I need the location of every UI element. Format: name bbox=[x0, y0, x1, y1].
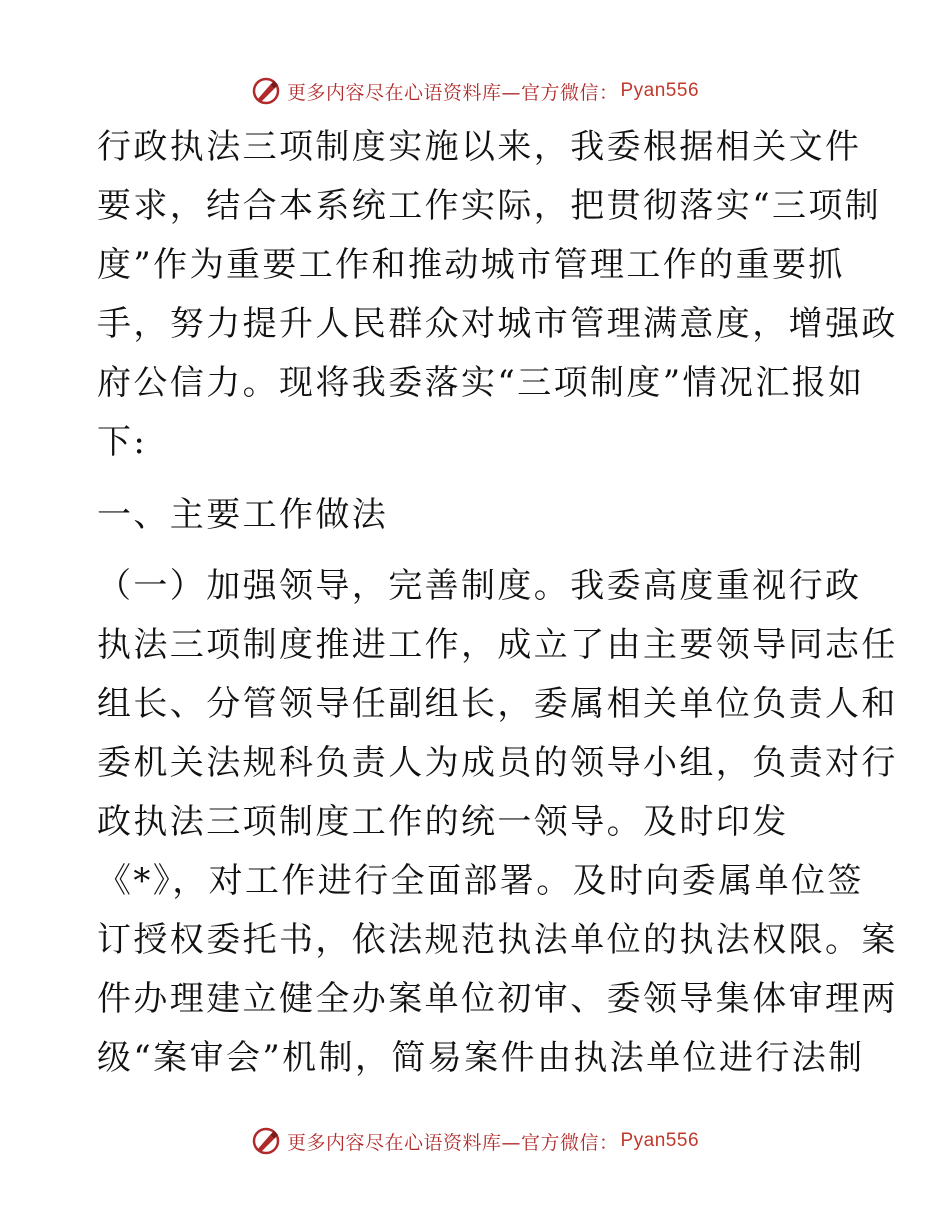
pen-logo-icon bbox=[251, 76, 281, 106]
paragraph-line: 度”作为重要工作和推动城市管理工作的重要抓 bbox=[97, 245, 845, 285]
paragraph-line: 件办理建立健全办案单位初审、委领导集体审理两 bbox=[97, 979, 898, 1019]
paragraph-line: 订授权委托书，依法规范执法单位的执法权限。案 bbox=[97, 920, 898, 960]
watermark-text: 更多内容尽在心语资料库—官方微信： bbox=[286, 1131, 619, 1154]
paragraph-line: 执法三项制度推进工作，成立了由主要领导同志任 bbox=[97, 625, 898, 665]
paragraph-line: （一）加强领导，完善制度。我委高度重视行政 bbox=[97, 566, 862, 606]
document-body bbox=[97, 118, 898, 1088]
paragraph-line: 级“案审会”机制，简易案件由执法单位进行法制 bbox=[97, 1038, 865, 1078]
pen-logo-icon bbox=[251, 1126, 281, 1156]
paragraph-line: 政执法三项制度工作的统一领导。及时印发 bbox=[97, 802, 789, 842]
paragraph-line: 《*》，对工作进行全面部署。及时向委属单位签 bbox=[97, 861, 864, 901]
watermark-header bbox=[0, 71, 950, 111]
watermark-wechat-id: Pyan556 bbox=[620, 80, 700, 101]
paragraph-line: 要求，结合本系统工作实际，把贯彻落实“三项制 bbox=[97, 186, 882, 226]
watermark-footer bbox=[0, 1121, 950, 1161]
section-heading: 一、主要工作做法 bbox=[97, 495, 389, 535]
paragraph-line: 手，努力提升人民群众对城市管理满意度，增强政 bbox=[97, 304, 898, 344]
paragraph-line: 委机关法规科负责人为成员的领导小组，负责对行 bbox=[97, 743, 898, 783]
paragraph-line: 府公信力。现将我委落实“三项制度”情况汇报如 bbox=[97, 363, 865, 403]
paragraph-line: 下: bbox=[97, 422, 148, 462]
watermark-wechat-id: Pyan556 bbox=[620, 1130, 700, 1151]
watermark-text: 更多内容尽在心语资料库—官方微信： bbox=[286, 81, 619, 104]
paragraph-line: 组长、分管领导任副组长，委属相关单位负责人和 bbox=[97, 684, 898, 724]
paragraph-line: 行政执法三项制度实施以来，我委根据相关文件 bbox=[97, 127, 862, 167]
